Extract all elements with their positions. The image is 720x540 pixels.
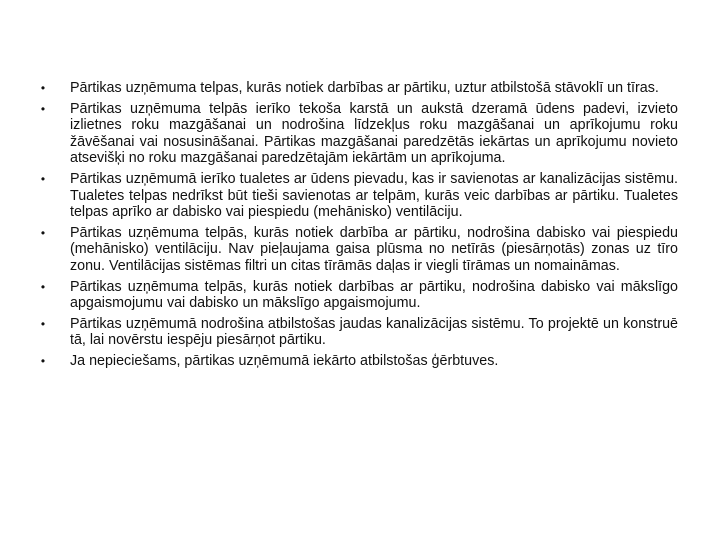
bullet-dot: •	[40, 353, 46, 368]
list-item	[38, 80, 678, 97]
list-item-text: Pārtikas uzņēmumā nodrošina atbilstošas jaudas kanalizācijas sistēmu. To projektē un konstruē tā, lai novērstu iespēju piesārņot pārtiku.	[70, 315, 678, 349]
bullet-dot: •	[40, 225, 46, 240]
list-item-text: Pārtikas uzņēmumā ierīko tualetes ar ūdens pievadu, kas ir savienotas ar kanalizācijas sistēmu. Tualetes telpas nedrīkst būt tieši savienotas ar telpām, kurās veic darbības ar pārtiku. Tualetes telpas aprīko ar dabisko vai piespiedu (mehānisko) ventilāciju.	[70, 170, 678, 221]
bullet-dot: •	[40, 101, 46, 116]
bullet-dot: •	[40, 316, 46, 331]
list-item	[38, 316, 678, 349]
list-item-text: Pārtikas uzņēmuma telpās, kurās notiek darbība ar pārtiku, nodrošina dabisko vai piespiedu (mehānisko) ventilāciju. Nav pieļaujama gaisa plūsma no netīrās (piesārņotās) zonas uz tīro zonu. Ventilācijas sistēmas filtri un citas tīrāmās daļas ir viegli tīrāmas un nomaināmas.	[70, 224, 678, 274]
list-item	[38, 171, 678, 221]
list-item	[38, 279, 678, 312]
bullet-dot: •	[40, 171, 46, 186]
list-item	[38, 353, 678, 370]
bullet-dot: •	[40, 279, 46, 294]
list-item-text: Ja nepieciešams, pārtikas uzņēmumā iekārto atbilstošas ģērbtuves.	[70, 352, 499, 369]
list-item-text: Pārtikas uzņēmuma telpās, kurās notiek darbības ar pārtiku, nodrošina dabisko vai mākslīgo apgaismojumu vai dabisko un mākslīgo apgaismojumu.	[70, 278, 678, 312]
list-item	[38, 101, 678, 167]
list-item	[38, 225, 678, 275]
bullet-list	[38, 80, 678, 374]
list-item-text: Pārtikas uzņēmuma telpās ierīko tekoša karstā un aukstā dzeramā ūdens padevi, izvieto izlietnes roku mazgāšanai un nodrošina līdzekļus roku mazgāšanai un aprīkojumu roku žāvēšanai vai nosusināšanai. Pārtikas mazgāšanai paredzētās iekārtas un aprīkojumu novieto atsevišķi no roku mazgāšanai paredzētajām iekārtām un aprīkojuma.	[70, 100, 678, 167]
bullet-dot: •	[40, 81, 46, 95]
list-item-text: Pārtikas uzņēmuma telpas, kurās notiek darbības ar pārtiku, uztur atbilstošā stāvoklī un tīras.	[70, 80, 659, 96]
